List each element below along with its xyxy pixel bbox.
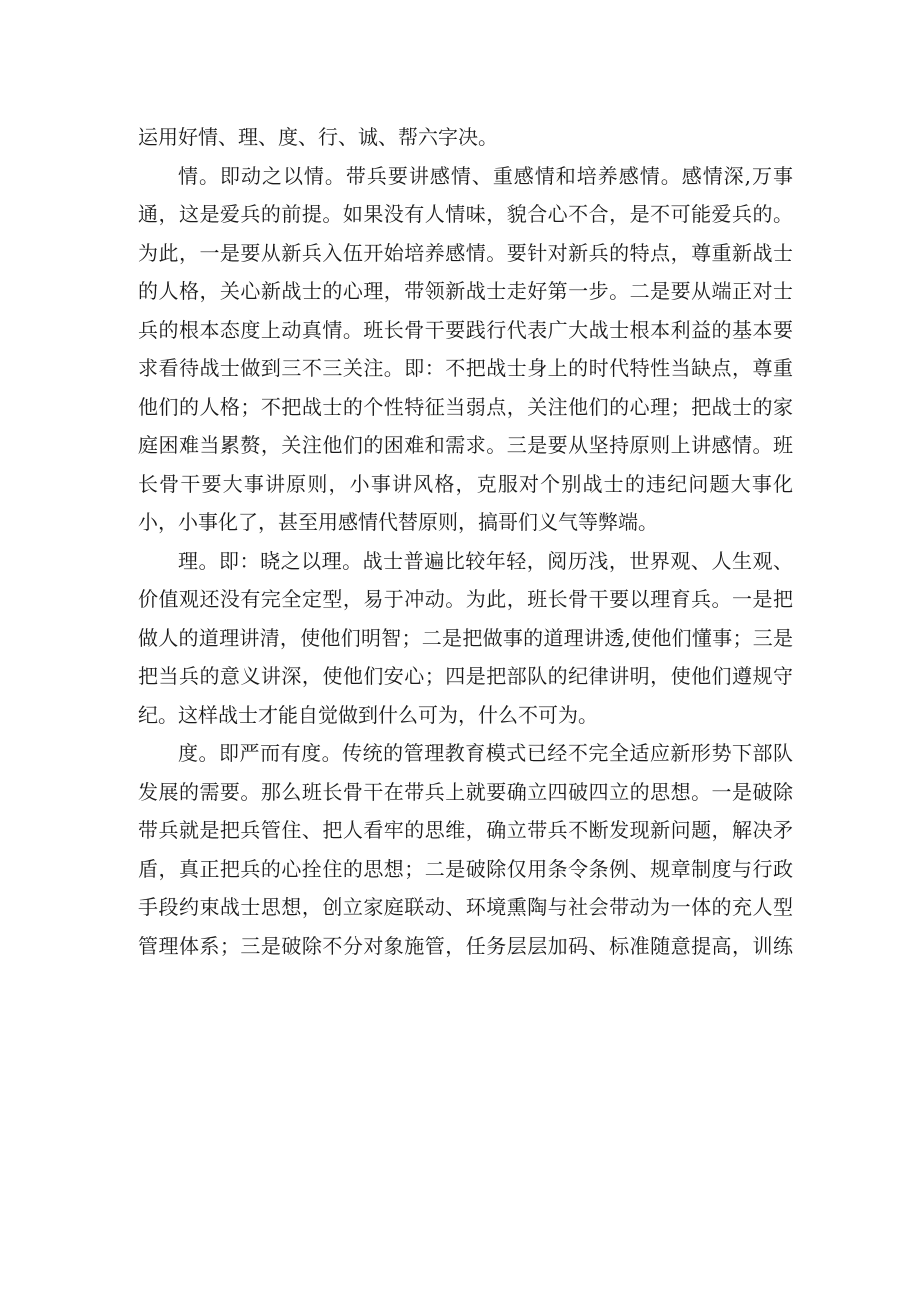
text-line: 做人的道理讲清，使他们明智；二是把做事的道理讲透,使他们懂事；三是 [138, 625, 793, 650]
text-line: 为此，一是要从新兵入伍开始培养感情。要针对新兵的特点，尊重新战士 [138, 240, 793, 265]
text-line: 他们的人格；不把战士的个性特征当弱点，关注他们的心理；把战士的家 [138, 394, 793, 419]
body-text [138, 118, 793, 965]
text-line: 庭困难当累赘，关注他们的困难和需求。三是要从坚持原则上讲感情。班 [138, 433, 793, 457]
text-line: 通，这是爱兵的前提。如果没有人情味，貌合心不合，是不可能爱兵的。 [138, 202, 793, 226]
text-line: 管理体系；三是破除不分对象施管，任务层层加码、标准随意提高，训练 [138, 933, 793, 958]
text-line: 把当兵的意义讲深，使他们安心；四是把部队的纪律讲明，使他们遵规守 [138, 664, 793, 688]
text-line: 纪。这样战士才能自觉做到什么可为，什么不可为。 [138, 702, 598, 727]
text-line: 兵的根本态度上动真情。班长骨干要践行代表广大战士根本利益的基本要 [138, 317, 793, 342]
text-line: 度。即严而有度。传统的管理教育模式已经不完全适应新形势下部队 [178, 741, 793, 765]
text-line: 发展的需要。那么班长骨干在带兵上就要确立四破四立的思想。一是破除 [138, 779, 793, 804]
text-line: 求看待战士做到三不三关注。即：不把战士身上的时代特性当缺点，尊重 [138, 356, 793, 380]
text-line: 运用好情、理、度、行、诚、帮六字决。 [138, 125, 498, 149]
text-line: 小，小事化了，甚至用感情代替原则，搞哥们义气等弊端。 [138, 510, 658, 534]
text-line: 情。即动之以情。带兵要讲感情、重感情和培养感情。感情深,万事 [178, 163, 793, 188]
text-line: 盾，真正把兵的心拴住的思想；二是破除仅用条令条例、规章制度与行政 [138, 856, 793, 881]
paragraph [138, 157, 793, 542]
text-line: 的人格，关心新战士的心理，带领新战士走好第一步。二是要从端正对士 [138, 279, 793, 303]
text-line: 理。即：晓之以理。战士普遍比较年轻，阅历浅，世界观、人生观、 [178, 548, 793, 573]
paragraph [138, 734, 793, 965]
paragraph [138, 542, 793, 735]
text-line: 价值观还没有完全定型，易于冲动。为此，班长骨干要以理育兵。一是把 [138, 587, 793, 611]
text-line: 长骨干要大事讲原则，小事讲风格，克服对个别战士的违纪问题大事化 [138, 471, 793, 496]
text-line: 带兵就是把兵管住、把人看牢的思维，确立带兵不断发现新问题，解决矛 [138, 818, 793, 842]
paragraph [138, 118, 793, 157]
text-line: 手段约束战士思想，创立家庭联动、环境熏陶与社会带动为一体的充人型 [138, 895, 793, 919]
